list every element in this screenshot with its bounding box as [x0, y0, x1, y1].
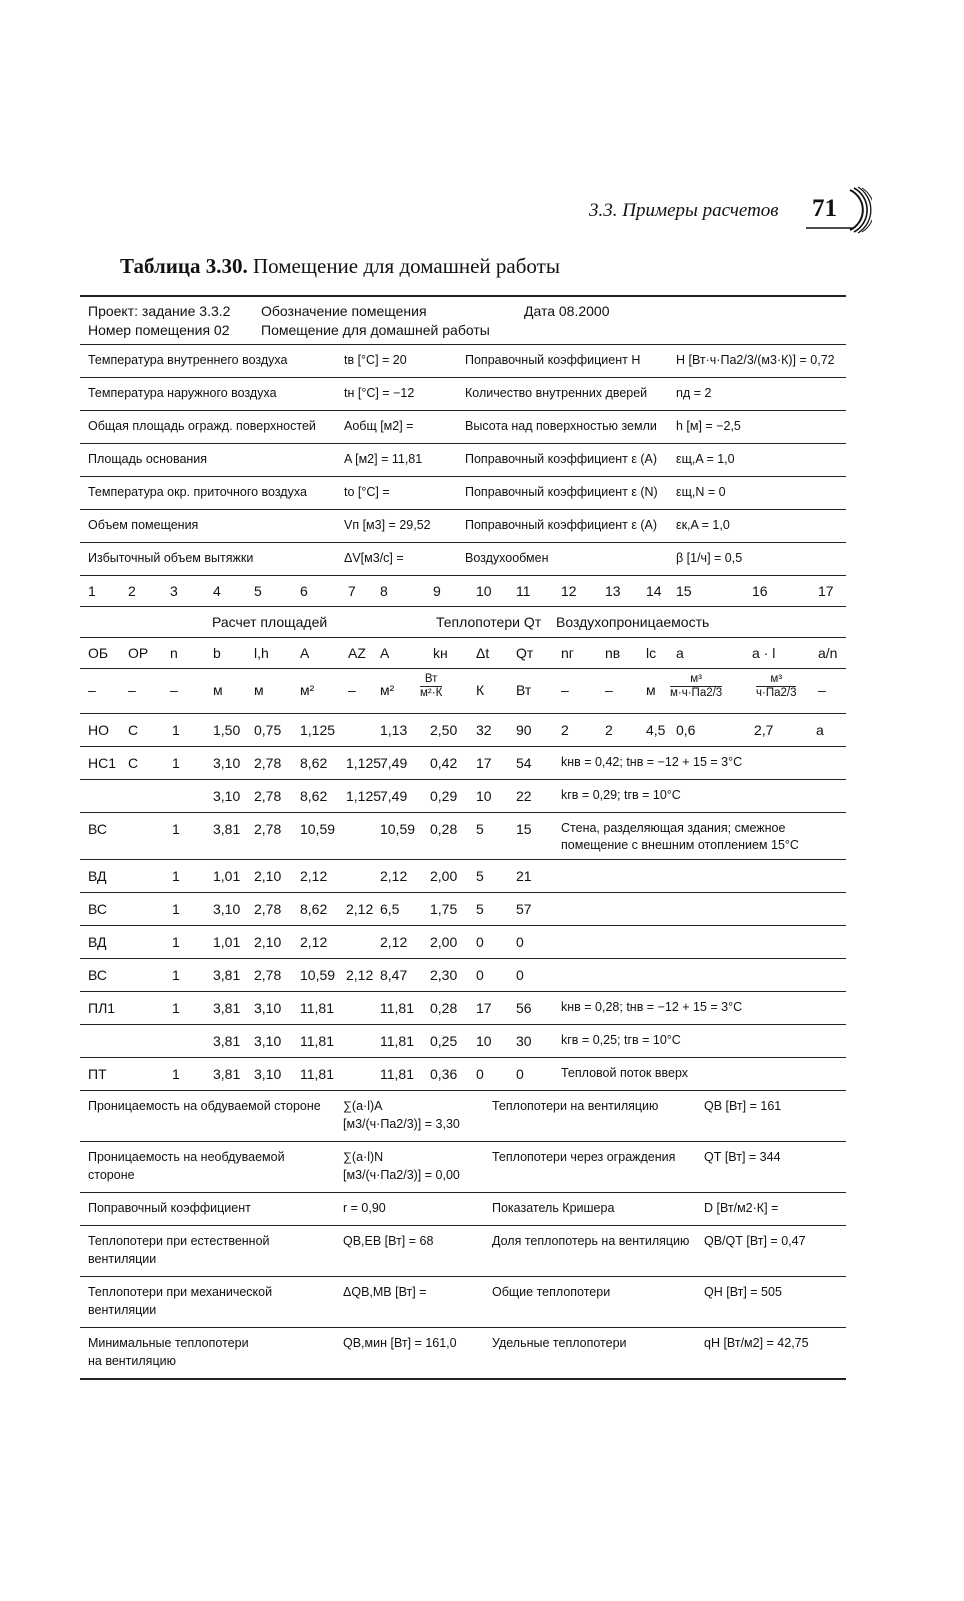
cell-n: 1 — [172, 868, 180, 884]
room-designation: Обозначение помещения — [261, 303, 427, 319]
cell-A: 8,62 — [300, 901, 328, 917]
cell-q: 0 — [516, 967, 524, 983]
cell-dt: 5 — [476, 821, 484, 837]
unit-al-den: ч·Па2/3 — [756, 686, 797, 699]
parameter-label-right: Количество внутренних дверей — [465, 386, 648, 400]
unit-dt: К — [476, 682, 485, 698]
summary-label-right: Доля теплопотерь на вентиляцию — [492, 1234, 690, 1248]
room-name: Помещение для домашней работы — [261, 322, 490, 338]
column-number: 12 — [561, 583, 577, 599]
parameter-row — [80, 477, 846, 510]
cell-A2: 11,81 — [380, 1033, 414, 1049]
column-symbol: Qт — [516, 645, 534, 661]
summary-value: QВ,ЕВ [Вт] = 68 — [343, 1234, 434, 1248]
column-number: 13 — [605, 583, 621, 599]
summary-label-line2: вентиляции — [88, 1303, 157, 1317]
table-row — [80, 926, 846, 959]
cell-n: 1 — [172, 821, 180, 837]
parameter-value: tн [°C] = −12 — [344, 386, 415, 400]
project-date: Дата 08.2000 — [524, 303, 610, 319]
parameter-label: Избыточный объем вытяжки — [88, 551, 254, 565]
parameter-label-right: Поправочный коэффициент H — [465, 353, 641, 367]
column-symbol: A — [380, 645, 390, 661]
parameter-value-right: nд = 2 — [676, 386, 712, 400]
cell-A: 10,59 — [300, 967, 336, 983]
parameter-row — [80, 345, 846, 378]
summary-value-right: QН [Вт] = 505 — [704, 1285, 782, 1299]
summary-value-right: QВ [Вт] = 161 — [704, 1099, 782, 1113]
row-note: kнв = 0,28; tнв = −12 + 15 = 3°C — [561, 1000, 743, 1014]
unit-al — [756, 673, 796, 699]
summary-value: QВ,мин [Вт] = 161,0 — [343, 1336, 457, 1350]
summary-label: Теплопотери при естественной — [88, 1234, 270, 1248]
parameter-row — [80, 510, 846, 543]
cell-b: 1,50 — [213, 722, 241, 738]
summary-label: Теплопотери при механической — [88, 1285, 273, 1299]
column-number: 9 — [433, 583, 441, 599]
parameter-row — [80, 543, 846, 576]
column-symbol: b — [213, 645, 221, 661]
unit-a-den: м·ч·Па2/3 — [670, 686, 723, 699]
cell-ob: НС1 — [88, 755, 117, 771]
unit-c7: – — [348, 682, 356, 698]
unit-al-num: м³ — [756, 673, 796, 687]
cell-dt: 32 — [476, 722, 492, 738]
parameter-label: Общая площадь огражд. поверхностей — [88, 419, 316, 433]
row-note: kнв = 0,42; tнв = −12 + 15 = 3°C — [561, 755, 743, 769]
table-row — [80, 747, 846, 780]
summary-value-right: qН [Вт/м2] = 42,75 — [704, 1336, 809, 1350]
column-symbol: n — [170, 645, 178, 661]
unit-k — [420, 673, 442, 699]
element-rows — [80, 714, 846, 1091]
summary-value: r = 0,90 — [343, 1201, 386, 1215]
cell-n: 1 — [172, 755, 180, 771]
unit-a-num: м³ — [670, 673, 722, 687]
summary-row — [80, 1091, 846, 1142]
summary-label: Минимальные теплопотери — [88, 1336, 249, 1350]
cell-A2: 8,47 — [380, 967, 408, 983]
parameter-label-right: Воздухообмен — [465, 551, 549, 565]
cell-k: 2,30 — [430, 967, 458, 983]
parameter-label: Объем помещения — [88, 518, 199, 532]
cell-dt: 0 — [476, 934, 484, 950]
table-title-text: Помещение для домашней работы — [247, 254, 560, 278]
summary-label: Проницаемость на обдуваемой стороне — [88, 1099, 321, 1113]
summary-value-line2: [м3/(ч·Па2/3)] = 0,00 — [343, 1168, 460, 1182]
summary-label-line2: на вентиляцию — [88, 1354, 176, 1368]
cell-k: 0,28 — [430, 821, 458, 837]
summary-label-right: Общие теплопотери — [492, 1285, 611, 1299]
parameter-value: tо [°C] = — [344, 485, 390, 499]
cell-b: 3,10 — [213, 901, 241, 917]
summary-row — [80, 1193, 846, 1226]
column-symbol: ОР — [128, 645, 149, 661]
cell-b: 3,10 — [213, 755, 241, 771]
summary-value-right: QТ [Вт] = 344 — [704, 1150, 781, 1164]
column-number: 2 — [128, 583, 136, 599]
cell-or: С — [128, 755, 139, 771]
cell-b: 3,81 — [213, 821, 241, 837]
unit-c14: м — [646, 682, 656, 698]
cell-k: 2,00 — [430, 934, 458, 950]
cell-A2: 11,81 — [380, 1066, 414, 1082]
group-air-permeability: Воздухопроницаемость — [556, 614, 710, 630]
cell-k: 2,50 — [430, 722, 458, 738]
cell-ob: ВД — [88, 934, 107, 950]
cell-k: 0,42 — [430, 755, 458, 771]
parameter-value: ΔV[м3/с] = — [344, 551, 404, 565]
cell-A: 8,62 — [300, 788, 328, 804]
column-symbol: a/n — [818, 645, 838, 661]
cell-lh: 3,10 — [254, 1033, 282, 1049]
calculation-sheet — [80, 295, 846, 1380]
cell-A2: 11,81 — [380, 1000, 414, 1016]
cell-lh: 2,78 — [254, 967, 282, 983]
table-row — [80, 959, 846, 992]
cell-ob: ПТ — [88, 1066, 107, 1082]
cell-b: 3,81 — [213, 1033, 241, 1049]
cell-lh: 3,10 — [254, 1066, 282, 1082]
column-number: 15 — [676, 583, 692, 599]
column-number: 17 — [818, 583, 834, 599]
unit-c2: – — [128, 682, 136, 698]
cell-dt: 17 — [476, 1000, 492, 1016]
column-units-row — [80, 669, 846, 714]
cell-ob: ВД — [88, 868, 107, 884]
parameter-value-right: εщ,N = 0 — [676, 485, 726, 499]
cell-dt: 10 — [476, 1033, 492, 1049]
cell-A2: 6,5 — [380, 901, 400, 917]
cell-lh: 2,78 — [254, 821, 282, 837]
column-symbol: a — [676, 645, 684, 661]
table-row — [80, 780, 846, 813]
cell-b: 3,81 — [213, 1066, 241, 1082]
table-row — [80, 860, 846, 893]
cell-k: 0,29 — [430, 788, 458, 804]
column-number: 16 — [752, 583, 768, 599]
unit-a — [670, 673, 722, 699]
row-note: kгв = 0,25; tгв = 10°C — [561, 1033, 681, 1047]
summary-row — [80, 1226, 846, 1277]
column-symbols-row — [80, 638, 846, 669]
cell-lh: 3,10 — [254, 1000, 282, 1016]
column-number: 11 — [516, 583, 531, 599]
cell-lh: 2,10 — [254, 934, 282, 950]
cell-b: 3,81 — [213, 1000, 241, 1016]
cell-az: 1,125 — [346, 788, 382, 804]
cell-ob: ВС — [88, 967, 107, 983]
unit-k-den: м²·К — [420, 686, 443, 699]
summary-value-line2: [м3/(ч·Па2/3)] = 3,30 — [343, 1117, 460, 1131]
cell-n: 1 — [172, 1066, 180, 1082]
cell-ob: ВС — [88, 901, 107, 917]
row-note-line2: помещение с внешним отоплением 15°C — [561, 838, 799, 852]
cell-A: 10,59 — [300, 821, 336, 837]
cell-lh: 2,78 — [254, 901, 282, 917]
cell-ng: 2 — [561, 722, 569, 738]
parameter-row — [80, 444, 846, 477]
cell-nv: 2 — [605, 722, 613, 738]
column-number: 14 — [646, 583, 662, 599]
unit-c5: м — [254, 682, 264, 698]
room-number: Номер помещения 02 — [88, 322, 230, 338]
parameter-label: Температура окр. приточного воздуха — [88, 485, 307, 499]
cell-b: 1,01 — [213, 868, 241, 884]
cell-or: С — [128, 722, 139, 738]
cell-A2: 2,12 — [380, 868, 408, 884]
cell-q: 0 — [516, 1066, 524, 1082]
summary-row — [80, 1142, 846, 1193]
project-task: Проект: задание 3.3.2 — [88, 303, 231, 319]
parameter-value-right: H [Вт·ч·Па2/3/(м3·К)] = 0,72 — [676, 353, 835, 367]
parameter-label: Площадь основания — [88, 452, 208, 466]
unit-c1: – — [88, 682, 96, 698]
project-info — [80, 295, 846, 345]
unit-c12: – — [561, 682, 569, 698]
cell-n: 1 — [172, 967, 180, 983]
table-row — [80, 893, 846, 926]
cell-A2: 7,49 — [380, 788, 408, 804]
column-symbol: kн — [433, 645, 448, 661]
cell-az: 2,12 — [346, 967, 374, 983]
cell-k: 1,75 — [430, 901, 458, 917]
cell-A: 11,81 — [300, 1033, 334, 1049]
cell-al: 2,7 — [754, 722, 774, 738]
cell-A: 8,62 — [300, 755, 328, 771]
parameter-value-right: εщ,A = 1,0 — [676, 452, 735, 466]
cell-lh: 2,78 — [254, 788, 282, 804]
column-symbol: lс — [646, 645, 657, 661]
cell-A2: 7,49 — [380, 755, 408, 771]
cell-q: 22 — [516, 788, 532, 804]
parameter-value: A [м2] = 11,81 — [344, 452, 423, 466]
row-note: Тепловой поток вверх — [561, 1066, 689, 1080]
table-row — [80, 1058, 846, 1091]
cell-lc: 4,5 — [646, 722, 666, 738]
column-symbol: Δt — [476, 645, 490, 661]
parameters-block — [80, 345, 846, 576]
column-number: 10 — [476, 583, 492, 599]
table-row — [80, 992, 846, 1025]
column-number: 8 — [380, 583, 388, 599]
cell-q: 57 — [516, 901, 532, 917]
cell-n: 1 — [172, 722, 180, 738]
table-title-label: Таблица 3.30. — [120, 254, 248, 278]
parameter-label-right: Поправочный коэффициент ε (A) — [465, 452, 658, 466]
column-number: 7 — [348, 583, 356, 599]
cell-az: 2,12 — [346, 901, 374, 917]
cell-a: 0,6 — [676, 722, 696, 738]
parameter-value-right: β [1/ч] = 0,5 — [676, 551, 743, 565]
summary-label-right: Теплопотери на вентиляцию — [492, 1099, 659, 1113]
summary-label-line2: стороне — [88, 1168, 135, 1182]
column-number: 6 — [300, 583, 308, 599]
parameter-value: Vп [м3] = 29,52 — [344, 518, 431, 532]
column-symbol: ОБ — [88, 645, 109, 661]
summary-value: ΔQВ,МВ [Вт] = — [343, 1285, 427, 1299]
column-symbol: l,h — [254, 645, 269, 661]
summary-label: Проницаемость на необдуваемой — [88, 1150, 285, 1164]
row-note: kгв = 0,29; tгв = 10°C — [561, 788, 681, 802]
column-symbol: nв — [605, 645, 621, 661]
parameter-value-right: h [м] = −2,5 — [676, 419, 741, 433]
summary-label: Поправочный коэффициент — [88, 1201, 251, 1215]
cell-lh: 2,10 — [254, 868, 282, 884]
table-row — [80, 1025, 846, 1058]
cell-dt: 0 — [476, 1066, 484, 1082]
unit-q: Вт — [516, 682, 532, 698]
column-number: 3 — [170, 583, 178, 599]
table-row — [80, 813, 846, 860]
cell-n: 1 — [172, 934, 180, 950]
cell-b: 3,10 — [213, 788, 241, 804]
group-heat-loss: Теплопотери Qт — [436, 614, 542, 630]
cell-q: 30 — [516, 1033, 532, 1049]
column-symbol: nг — [561, 645, 574, 661]
cell-A: 1,125 — [300, 722, 336, 738]
cell-az: 1,125 — [346, 755, 382, 771]
cell-dt: 0 — [476, 967, 484, 983]
unit-c13: – — [605, 682, 613, 698]
summary-value: ∑(a·l)A — [343, 1099, 383, 1113]
cell-k: 0,25 — [430, 1033, 458, 1049]
table-title — [120, 254, 560, 279]
cell-ob: ВС — [88, 821, 107, 837]
parameter-label-right: Поправочный коэффициент ε (N) — [465, 485, 658, 499]
cell-n: 1 — [172, 1000, 180, 1016]
cell-q: 54 — [516, 755, 532, 771]
parameter-label: Температура внутреннего воздуха — [88, 353, 288, 367]
unit-c6: м² — [300, 682, 315, 698]
parameter-label-right: Поправочный коэффициент ε (A) — [465, 518, 658, 532]
summary-block — [80, 1091, 846, 1380]
row-note: Стена, разделяющая здания; смежное — [561, 821, 786, 835]
unit-c17: – — [818, 682, 826, 698]
parameter-value: Aобщ [м2] = — [344, 419, 414, 433]
table-row — [80, 714, 846, 747]
cell-k: 2,00 — [430, 868, 458, 884]
column-symbol: AZ — [348, 645, 366, 661]
column-numbers-row — [80, 576, 846, 607]
cell-k: 0,28 — [430, 1000, 458, 1016]
cell-b: 1,01 — [213, 934, 241, 950]
cell-dt: 17 — [476, 755, 492, 771]
unit-c8: м² — [380, 682, 395, 698]
cell-dt: 10 — [476, 788, 492, 804]
cell-A: 11,81 — [300, 1000, 334, 1016]
summary-value: ∑(a·l)N — [343, 1150, 384, 1164]
summary-value-right: QВ/QТ [Вт] = 0,47 — [704, 1234, 806, 1248]
cell-q: 15 — [516, 821, 532, 837]
parameter-row — [80, 411, 846, 444]
cell-A: 11,81 — [300, 1066, 334, 1082]
summary-label-right: Удельные теплопотери — [492, 1336, 627, 1350]
unit-k-num: Вт — [420, 673, 442, 687]
cell-b: 3,81 — [213, 967, 241, 983]
cell-q: 90 — [516, 722, 532, 738]
summary-label-line2: вентиляции — [88, 1252, 157, 1266]
cell-dt: 5 — [476, 868, 484, 884]
cell-dt: 5 — [476, 901, 484, 917]
cell-A: 2,12 — [300, 934, 328, 950]
cell-ob: НО — [88, 722, 109, 738]
cell-q: 21 — [516, 868, 532, 884]
unit-c4: м — [213, 682, 223, 698]
summary-row — [80, 1277, 846, 1328]
cell-A2: 2,12 — [380, 934, 408, 950]
summary-label-right: Показатель Кришера — [492, 1201, 615, 1215]
column-number: 5 — [254, 583, 262, 599]
cell-lh: 2,78 — [254, 755, 282, 771]
page-number: 71 — [812, 195, 837, 222]
parameter-value-right: εк,A = 1,0 — [676, 518, 730, 532]
cell-n: 1 — [172, 901, 180, 917]
column-groups-row — [80, 607, 846, 638]
column-number: 4 — [213, 583, 221, 599]
column-symbol: a · l — [752, 645, 776, 661]
cell-an: a — [816, 722, 824, 738]
cell-k: 0,36 — [430, 1066, 458, 1082]
cell-A2: 10,59 — [380, 821, 416, 837]
summary-row — [80, 1328, 846, 1380]
running-head-title: 3.3. Примеры расчетов — [589, 200, 779, 221]
column-number: 1 — [88, 583, 96, 599]
group-area: Расчет площадей — [212, 614, 328, 630]
cell-q: 56 — [516, 1000, 532, 1016]
parameter-label: Температура наружного воздуха — [88, 386, 277, 400]
cell-q: 0 — [516, 934, 524, 950]
summary-label-right: Теплопотери через ограждения — [492, 1150, 676, 1164]
parameter-label-right: Высота над поверхностью земли — [465, 419, 657, 433]
parameter-value: tв [°C] = 20 — [344, 353, 407, 367]
unit-c3: – — [170, 682, 178, 698]
cell-A: 2,12 — [300, 868, 328, 884]
parameter-row — [80, 378, 846, 411]
cell-ob: ПЛ1 — [88, 1000, 116, 1016]
cell-lh: 0,75 — [254, 722, 282, 738]
summary-value-right: D [Вт/м2·К] = — [704, 1201, 779, 1215]
column-symbol: A — [300, 645, 310, 661]
cell-A2: 1,13 — [380, 722, 408, 738]
